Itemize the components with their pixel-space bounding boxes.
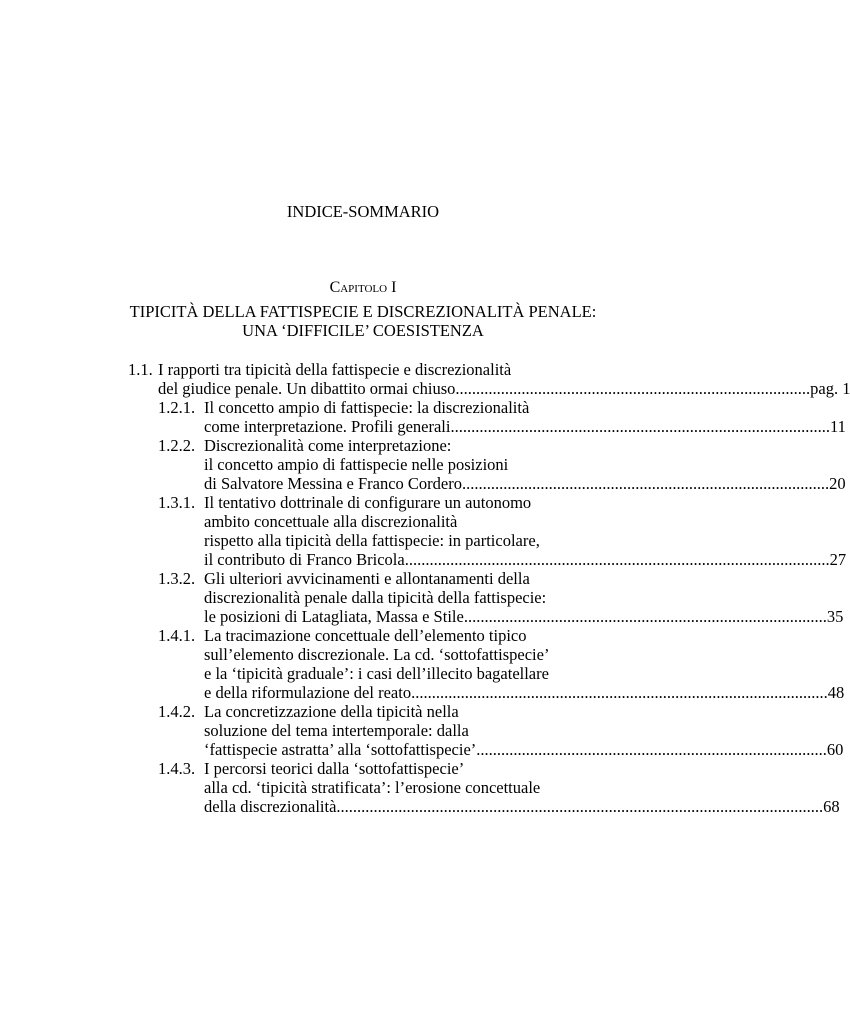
toc-page-number: 48 (827, 683, 845, 702)
toc-entry-text-last: di Salvatore Messina e Franco Cordero (204, 474, 462, 493)
toc-entry-text: rispetto alla tipicità della fattispecie: in particolare, (204, 531, 540, 550)
toc-entry-text (204, 474, 846, 493)
toc-entry-text: e la ‘tipicità graduale’: i casi dell’illecito bagatellare (204, 664, 549, 683)
toc-entry-text (158, 379, 850, 398)
toc-leader-dots: ......................................................................................... (461, 474, 830, 493)
chapter-label: Capitolo I (329, 279, 397, 296)
toc-entry-text (204, 417, 846, 436)
toc-leader-dots: ..................................................................................... (476, 740, 827, 759)
toc-page-number: 68 (823, 797, 840, 816)
toc-entry-number: 1.4.1. (158, 626, 196, 645)
toc-entry-number: 1.2.2. (158, 436, 196, 455)
chapter-title-line-2: UNA ‘DIFFICILE’ COESISTENZA (242, 321, 484, 340)
chapter-title (90, 302, 636, 340)
toc-entry-text (204, 607, 844, 626)
toc-entry-text-last: del giudice penale. Un dibattito ormai chiuso (158, 379, 456, 398)
toc-entry-text: I percorsi teorici dalla ‘sottofattispecie’ (204, 759, 465, 778)
toc-entry-text (204, 740, 844, 759)
toc-page-number: pag. 1 (810, 379, 850, 398)
toc-entry-text-last: della discrezionalità (204, 797, 337, 816)
toc-page-number: 11 (829, 417, 846, 436)
toc-entry-number: 1.4.3. (158, 759, 196, 778)
toc-entry-text-last: ‘fattispecie astratta’ alla ‘sottofattispecie’ (204, 740, 477, 759)
toc-page-number: 27 (829, 550, 847, 569)
toc-entry-text: La concretizzazione della tipicità nella (204, 702, 459, 721)
toc-leader-dots: ...................................................................................... (455, 379, 811, 398)
toc-entry-text: La tracimazione concettuale dell’elemento tipico (204, 626, 527, 645)
toc-entry-text: discrezionalità penale dalla tipicità della fattispecie: (204, 588, 547, 607)
toc-leader-dots: ........................................................................................ (463, 607, 827, 626)
toc-entry-text: il concetto ampio di fattispecie nelle posizioni (204, 455, 509, 474)
toc-entry-text: ambito concettuale alla discrezionalità (204, 512, 458, 531)
toc-entry-number: 1.4.2. (158, 702, 196, 721)
toc-page-number: 35 (826, 607, 844, 626)
toc-entry-text (204, 797, 840, 816)
toc-leader-dots: ............................................................................................ (450, 417, 830, 436)
toc-entry-number: 1.3.1. (158, 493, 196, 512)
chapter-title-line-1: TIPICITÀ DELLA FATTISPECIE E DISCREZIONALITÀ PENALE: (129, 302, 597, 321)
toc-entry-text: Il concetto ampio di fattispecie: la discrezionalità (204, 398, 530, 417)
toc-entry-text: Discrezionalità come interpretazione: (204, 436, 452, 455)
toc-page-number: 60 (826, 740, 844, 759)
index-title: INDICE-SOMMARIO (286, 202, 440, 221)
toc-entry-text-last: il contributo di Franco Bricola (204, 550, 405, 569)
toc-leader-dots: ...................................................................................................................... (336, 797, 824, 816)
toc-entry-text-last: le posizioni di Latagliata, Massa e Stile (204, 607, 464, 626)
toc-entry-text: sull’elemento discrezionale. La cd. ‘sottofattispecie’ (204, 645, 550, 664)
toc-entry-number: 1.3.2. (158, 569, 196, 588)
toc-leader-dots: ..................................................................................................... (411, 683, 828, 702)
toc-entry-text-last: come interpretazione. Profili generali (204, 417, 451, 436)
toc-entry-text: soluzione del tema intertemporale: dalla (204, 721, 469, 740)
toc-entry-text (204, 683, 845, 702)
toc-entry-number: 1.1. (128, 360, 153, 379)
toc-entry-text-last: e della riformulazione del reato (204, 683, 412, 702)
toc-entry-text: Il tentativo dottrinale di configurare un autonomo (204, 493, 532, 512)
toc-page-number: 20 (829, 474, 846, 493)
toc-entry-text: alla cd. ‘tipicità stratificata’: l’erosione concettuale (204, 778, 541, 797)
toc-entry-text: I rapporti tra tipicità della fattispecie e discrezionalità (158, 360, 512, 379)
toc-entry-text (204, 550, 847, 569)
toc-entry-text: Gli ulteriori avvicinamenti e allontanamenti della (204, 569, 530, 588)
toc-leader-dots: ....................................................................................................... (404, 550, 830, 569)
toc-entry-number: 1.2.1. (158, 398, 196, 417)
